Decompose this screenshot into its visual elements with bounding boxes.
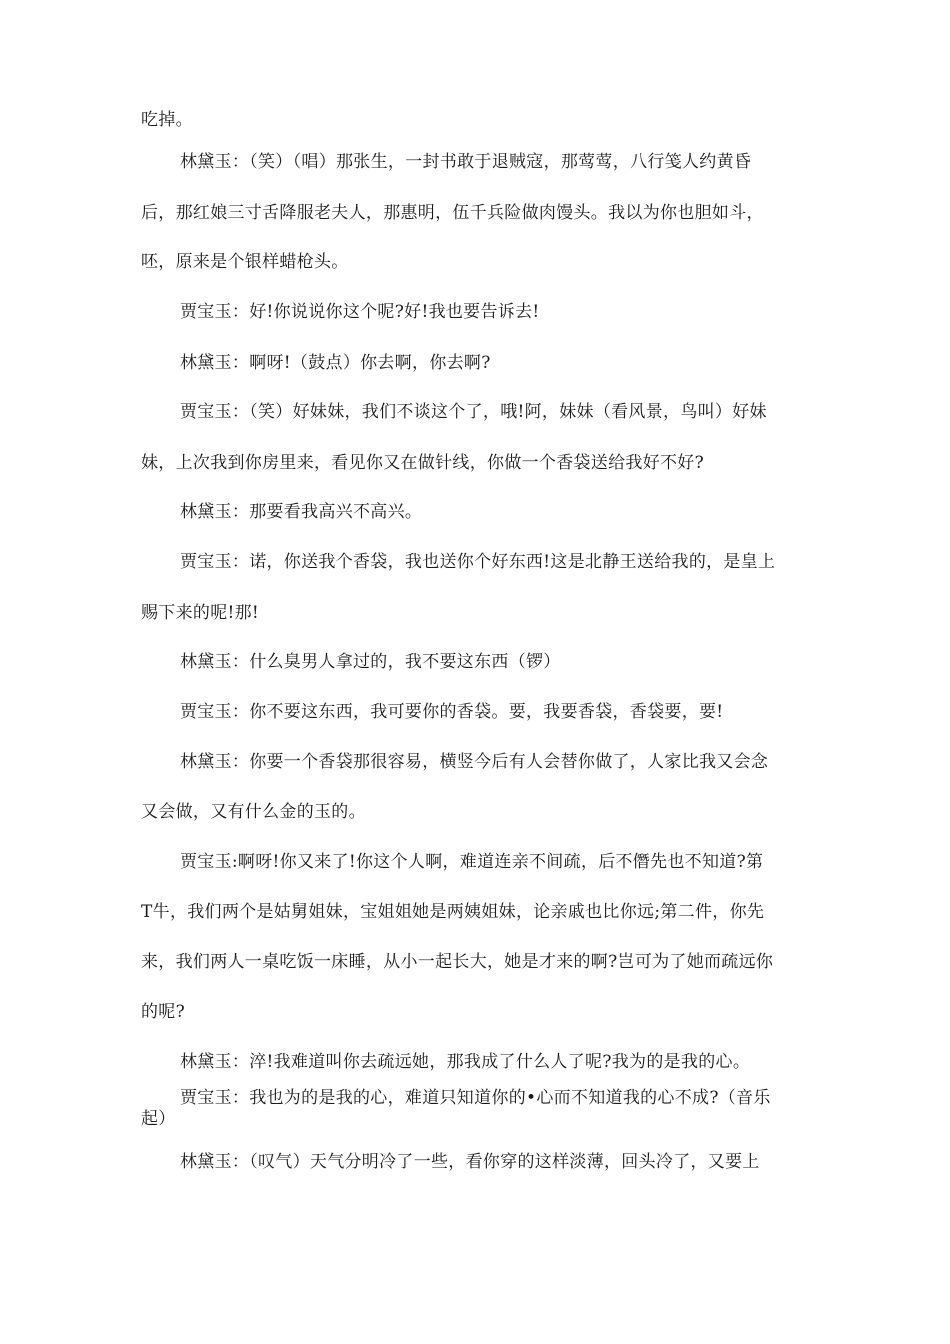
text-line: 来，我们两人一桌吃饭一床睡，从小一起长大，她是才来的啊?岂可为了她而疏远你 <box>141 952 774 972</box>
text-line: 贾宝玉:啊呀!你又来了!你这个人啊，难道连亲不间疏，后不僭先也不知道?第 <box>180 852 764 872</box>
text-line: T牛，我们两个是姑舅姐妹，宝姐姐她是两姨姐妹，论亲戚也比你远;第二件，你先 <box>141 902 765 922</box>
text-line: 赐下来的呢!那! <box>141 603 260 623</box>
text-line: 贾宝玉：（笑）好妹妹，我们不谈这个了，哦!阿，妹妹（看风景，鸟叫）好妹 <box>180 402 767 422</box>
text-line: 林黛玉：淬!我难道叫你去疏远她，那我成了什么人了呢?我为的是我的心。 <box>180 1052 751 1072</box>
text-line: 贾宝玉：你不要这东西，我可要你的香袋。要，我要香袋，香袋要，要! <box>180 702 724 722</box>
text-line: 林黛玉：（叹气）天气分明冷了一些，看你穿的这样淡薄，回头冷了，又要上 <box>180 1152 760 1172</box>
text-line: 贾宝玉：好!你说说你这个呢?好!我也要告诉去! <box>180 302 540 322</box>
text-line: 贾宝玉：我也为的是我的心，难道只知道你的•心而不知道我的心不成?（音乐 <box>180 1088 771 1108</box>
text-line: 起） <box>141 1109 176 1129</box>
text-line: 妹，上次我到你房里来，看见你又在做针线，你做一个香袋送给我好不好? <box>141 453 705 473</box>
text-line: 的呢? <box>141 1002 186 1022</box>
text-line: 吃掉。 <box>141 110 193 130</box>
text-line: 又会做，又有什么金的玉的。 <box>141 802 366 822</box>
text-line: 林黛玉：（笑）（唱）那张生，一封书敢于退贼寇，那莺莺，八行笺人约黄昏 <box>180 152 752 172</box>
text-line: 林黛玉：你要一个香袋那很容易，横竖今后有人会替你做了，人家比我又会念 <box>180 752 769 772</box>
text-line: 贾宝玉：诺，你送我个香袋，我也送你个好东西!这是北静王送给我的，是皇上 <box>180 552 776 572</box>
text-line: 林黛玉：什么臭男人拿过的，我不要这东西（锣） <box>180 652 561 672</box>
text-line: 林黛玉：啊呀!（鼓点）你去啊，你去啊? <box>180 353 491 373</box>
text-line: 后，那红娘三寸舌降服老夫人，那惠明，伍千兵险做肉馒头。我以为你也胆如斗， <box>141 203 764 223</box>
text-line: 林黛玉：那要看我高兴不高兴。 <box>180 502 423 522</box>
text-line: 呸，原来是个银样蜡枪头。 <box>141 252 349 272</box>
